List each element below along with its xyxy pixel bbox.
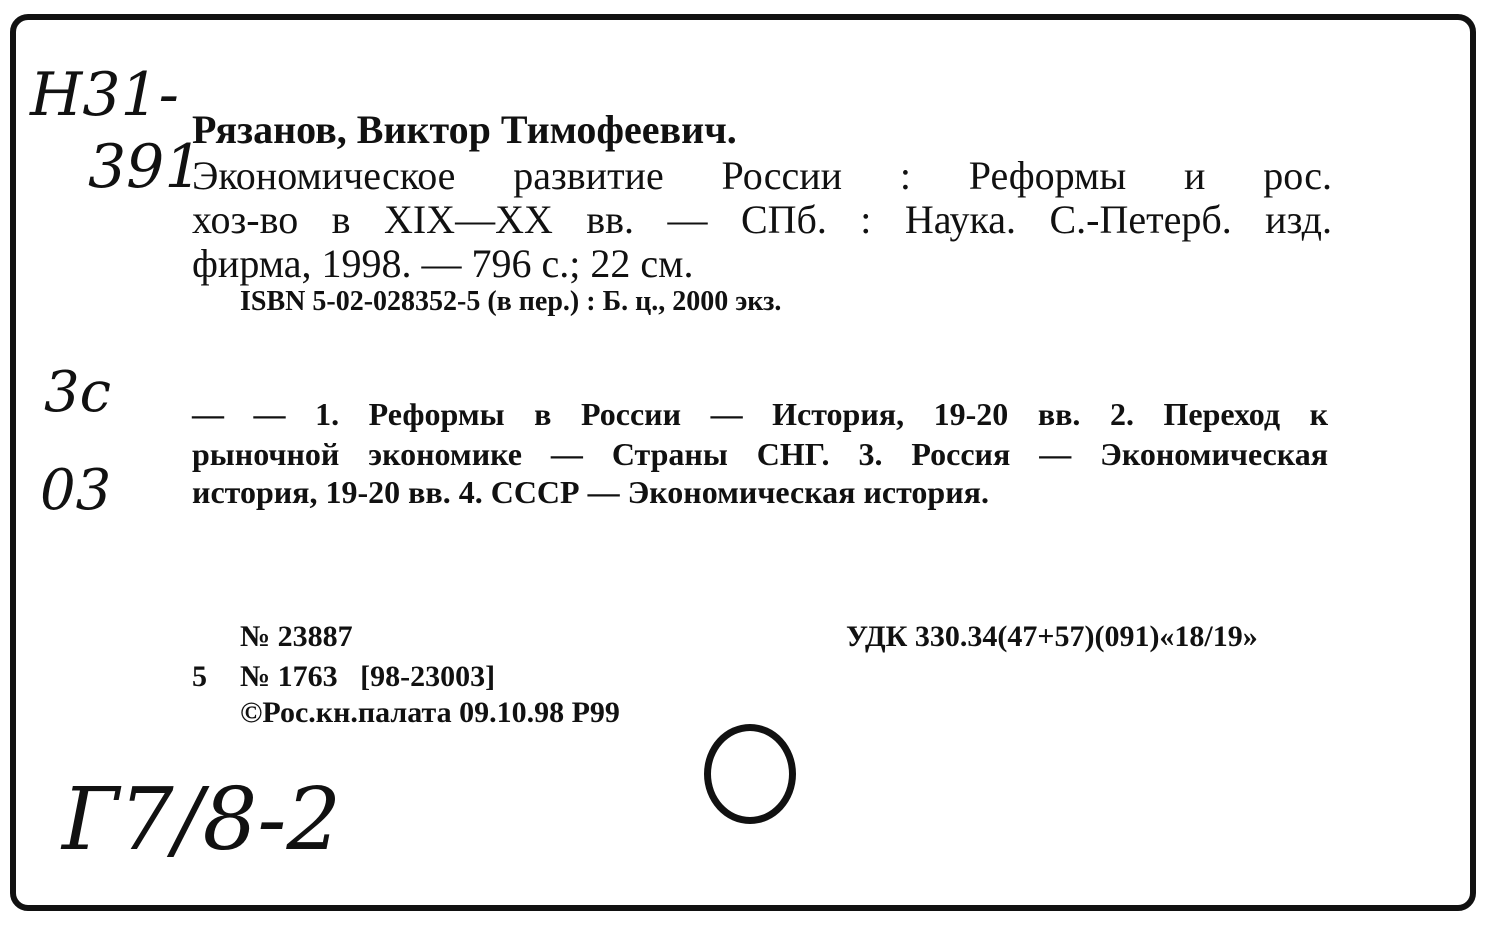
card-title-line-2: хоз-во в XIX—XX вв. — СПб. : Наука. С.-Петерб. изд.: [192, 197, 1332, 242]
card-isbn: ISBN 5-02-028352-5 (в пер.) : Б. ц., 2000 экз.: [240, 286, 782, 317]
card-number-1: № 23887: [240, 620, 353, 653]
card-number-2: № 1763 [98-23003]: [240, 660, 496, 693]
card-number-prefix: 5: [192, 660, 207, 693]
handwritten-mark-2: 03: [40, 458, 112, 523]
card-subjects-line-3: история, 19-20 вв. 4. СССР — Экономическая история.: [192, 474, 989, 510]
handwritten-bottom-code: Г7/8-2: [62, 770, 342, 870]
card-udk: УДК 330.34(47+57)(091)«18/19»: [846, 620, 1258, 653]
card-title-line-3: фирма, 1998. — 796 с.; 22 см.: [192, 241, 694, 286]
handwritten-call-number-line2: 391: [88, 132, 203, 202]
handwritten-call-number-line1: Н31-: [30, 60, 179, 130]
punch-hole-circle: [704, 724, 796, 824]
card-subjects-line-1: — — 1. Реформы в России — История, 19-20 вв. 2. Переход к: [192, 396, 1328, 432]
card-copyright: ©Рос.кн.палата 09.10.98 Р99: [240, 696, 620, 729]
handwritten-mark-1: 3с: [44, 360, 111, 425]
card-title-line-1: Экономическое развитие России : Реформы и рос.: [192, 153, 1332, 198]
card-subjects-line-2: рыночной экономике — Страны СНГ. 3. Россия — Экономическая: [192, 436, 1328, 472]
card-author: Рязанов, Виктор Тимофеевич.: [192, 107, 737, 152]
